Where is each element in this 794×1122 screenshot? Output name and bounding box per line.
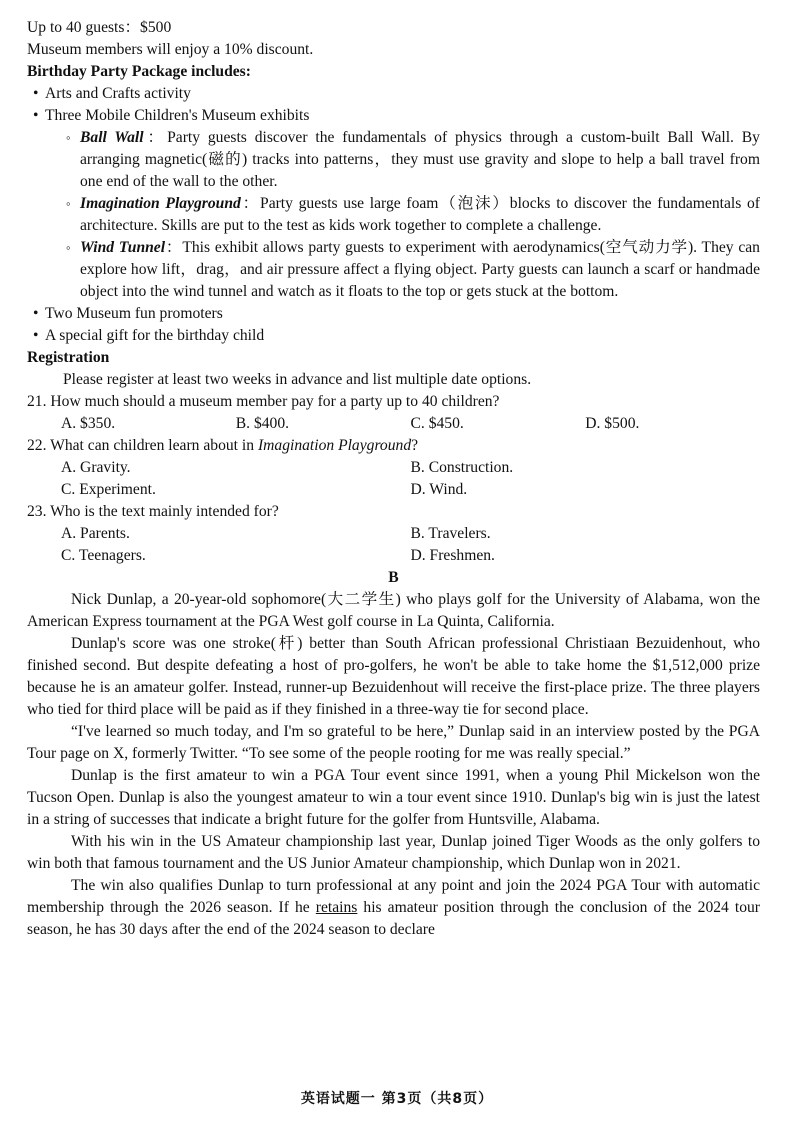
option-c: C. Teenagers. — [61, 547, 146, 564]
option-b: B. $400. — [235, 415, 290, 432]
option-a: A. Parents. — [61, 525, 130, 542]
exhibit-separator: ： — [240, 195, 261, 212]
question-23: 23. Who is the text mainly intended for? — [27, 503, 279, 520]
exhibit-title: Wind Tunnel — [80, 239, 166, 256]
page-footer: 英语试题一 第3页（共8页） — [300, 1091, 494, 1107]
exhibit-text: Party guests use large foam（泡沫）blocks to discover the fundamentals of architecture. Skills are put to the test as kids work together to complete a challenge. — [80, 195, 760, 234]
option-d: D. Wind. — [410, 481, 468, 498]
list-item: • Arts and Crafts activity — [27, 83, 760, 105]
exhibit-separator: ： — [165, 239, 183, 256]
exhibit-title: Ball Wall — [80, 129, 144, 146]
option-d: D. Freshmen. — [410, 547, 495, 564]
question-22-stem: 22. What can children learn about in — [27, 437, 258, 454]
exhibit-imagination-playground — [27, 193, 760, 237]
pricing-line: Up to 40 guests：$500 — [27, 19, 172, 36]
option-b: B. Construction. — [410, 459, 514, 476]
question-21: 21. How much should a museum member pay for a party up to 40 children? — [27, 393, 500, 410]
question-23-options-row2 — [27, 545, 760, 567]
list-item: • A special gift for the birthday child — [27, 325, 760, 347]
section-b-label: B — [388, 569, 399, 586]
underlined-word: retains — [315, 899, 358, 916]
option-c: C. Experiment. — [61, 481, 156, 498]
question-22-options-row1 — [27, 457, 760, 479]
option-a: A. $350. — [61, 415, 116, 432]
list-item: • Three Mobile Children's Museum exhibits — [27, 105, 760, 127]
passage-paragraph-1: Nick Dunlap, a 20-year-old sophomore(大二学生) who plays golf for the University of Alabama, won the American Express tournament at the PGA West golf course in La Quinta, California. — [27, 591, 760, 630]
passage-paragraph-5: With his win in the US Amateur championship last year, Dunlap joined Tiger Woods as the only golfers to win both that famous tournament and the US Junior Amateur championship, which Dunlap won in 2021. — [27, 833, 760, 872]
exhibit-text: This exhibit allows party guests to experiment with aerodynamics(空气动力学). They can explore how lift，drag，and air pressure affect a flying object. Party guests can launch a scarf or handmade object into the wind tunnel and watch as it floats to the top or gets stuck at the bottom. — [80, 239, 760, 300]
exhibit-title: Imagination Playground — [80, 195, 241, 212]
option-d: D. $500. — [585, 415, 640, 432]
paragraph-6-end: his amateur position through the conclusion of the 2024 tour season, he has 30 days after the end of the 2024 season to declare — [27, 899, 761, 938]
list-item: • Two Museum fun promoters — [27, 303, 760, 325]
question-21-options — [27, 413, 760, 435]
passage-paragraph-6 — [27, 875, 760, 941]
discount-line: Museum members will enjoy a 10% discount. — [27, 41, 314, 58]
passage-paragraph-3: “I've learned so much today, and I'm so grateful to be here,” Dunlap said in an interview posted by the PGA Tour page on X, formerly Twitter. “To see some of the people rooting for me was really special.” — [27, 723, 760, 762]
exhibit-text: Party guests discover the fundamentals of physics through a custom-built Ball Wall. By arranging magnetic(磁的) tracks into patterns，they must use gravity and slope to help a ball travel from one end of the wall to the other. — [80, 129, 760, 190]
registration-text: Please register at least two weeks in advance and list multiple date options. — [63, 371, 532, 388]
question-22-italic: Imagination Playground — [257, 437, 412, 454]
passage-paragraph-4: Dunlap is the first amateur to win a PGA Tour event since 1991, when a young Phil Mickelson won the Tucson Open. Dunlap is also the youngest amateur to win a tour event since 1910. Dunlap's big win is just the latest in a string of successes that indicate a bright future for the golfer from Huntsville, Alabama. — [27, 767, 760, 828]
question-22-options-row2 — [27, 479, 760, 501]
exhibit-separator: ： — [143, 129, 168, 146]
option-b: B. Travelers. — [410, 525, 491, 542]
passage-paragraph-2: Dunlap's score was one stroke(杆) better than South African professional Christiaan Bezuidenhout, who finished second. But despite defeating a host of pro-golfers, he won't be able to take home the $1,512,000 prize because he is an amateur golfer. Instead, runner-up Bezuidenhout will receive the first-place prize. The three players who tied for third place will be paid as if they finished in a three-way tie for second place. — [27, 635, 760, 718]
exhibit-wind-tunnel — [27, 237, 760, 303]
exhibit-ball-wall — [27, 127, 760, 193]
question-23-options-row1 — [27, 523, 760, 545]
paragraph-6-start: The win also qualifies Dunlap to turn professional at any point and join the 2024 PGA Tour with automatic membership through the 2026 season. If he — [27, 877, 760, 916]
question-22-mark: ? — [411, 437, 419, 454]
option-c: C. $450. — [410, 415, 464, 432]
question-22 — [27, 435, 760, 457]
package-heading: Birthday Party Package includes: — [27, 63, 251, 80]
registration-heading: Registration — [27, 349, 110, 366]
option-a: A. Gravity. — [61, 459, 131, 476]
